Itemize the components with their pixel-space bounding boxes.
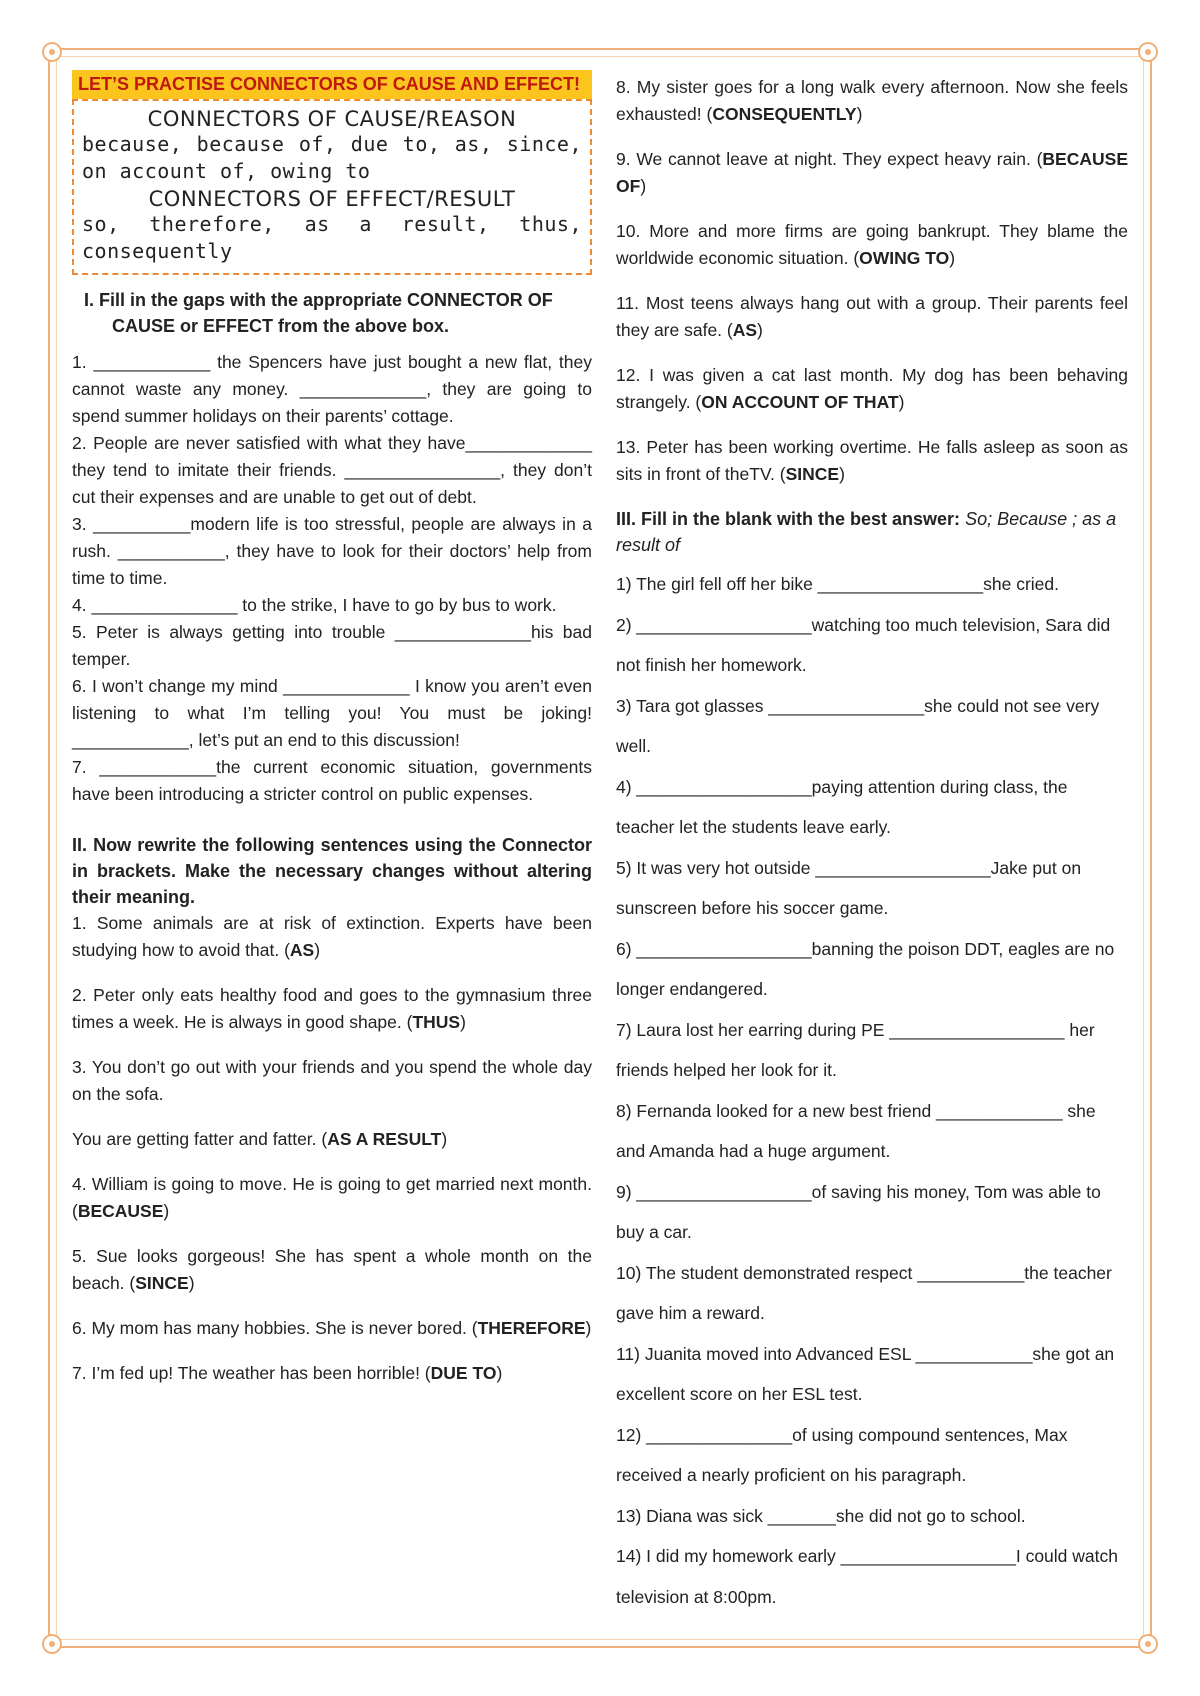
blank-item: 12) _______________of using compound sentences, Max received a nearly proficient on his paragraph.: [616, 1424, 1068, 1485]
rewrite-item: You are getting fatter and fatter. (AS A RESULT): [72, 1129, 448, 1149]
rewrite-item: 3. You don’t go out with your friends and you spend the whole day on the sofa.: [72, 1057, 592, 1104]
effect-heading: CONNECTORS OF EFFECT/RESULT: [148, 187, 516, 211]
rewrite-item: 10. More and more firms are going bankrupt. They blame the worldwide economic situation. (OWING TO): [616, 221, 1128, 268]
effect-list: so, therefore, as a result, thus, consequently: [82, 212, 582, 263]
right-column: [616, 70, 1128, 1617]
blank-item: 13) Diana was sick _______she did not go to school.: [616, 1505, 1026, 1526]
corner-ornament-icon: [1138, 42, 1158, 62]
section-1-items: [72, 349, 592, 808]
exercise-item: 7. ____________the current economic situation, governments have been introducing a stricter control on public expenses.: [72, 757, 592, 804]
exercise-item: 5. Peter is always getting into trouble ______________his bad temper.: [72, 622, 592, 669]
exercise-item: 1. ____________ the Spencers have just bought a new flat, they cannot waste any money. _____________, they are going to spend summer holidays on their parents’ cottage.: [72, 352, 592, 426]
blank-item: 2) __________________watching too much television, Sara did not finish her homework.: [616, 614, 1111, 675]
blank-item: 10) The student demonstrated respect ___________the teacher gave him a reward.: [616, 1262, 1112, 1323]
blank-item: 7) Laura lost her earring during PE __________________ her friends helped her look for it.: [616, 1019, 1095, 1080]
corner-ornament-icon: [42, 1634, 62, 1654]
rewrite-item: 12. I was given a cat last month. My dog has been behaving strangely. (ON ACCOUNT OF THAT): [616, 365, 1128, 412]
blank-item: 6) __________________banning the poison DDT, eagles are no longer endangered.: [616, 938, 1115, 999]
section-2-items-left: [72, 910, 592, 1387]
section-3-options: So; Because ; as a result of: [616, 509, 1117, 555]
section-3-items: [616, 564, 1128, 1617]
rewrite-item: 5. Sue looks gorgeous! She has spent a whole month on the beach. (SINCE): [72, 1246, 592, 1293]
corner-ornament-icon: [42, 42, 62, 62]
left-column: [72, 70, 592, 1387]
section-2-items-right: [616, 74, 1128, 488]
connectors-box: [72, 99, 592, 275]
rewrite-item: 9. We cannot leave at night. They expect heavy rain. (BECAUSE OF): [616, 149, 1128, 196]
rewrite-item: 6. My mom has many hobbies. She is never bored. (THEREFORE): [72, 1318, 592, 1338]
cause-heading: CONNECTORS OF CAUSE/REASON: [147, 107, 517, 131]
blank-item: 11) Juanita moved into Advanced ESL ____________she got an excellent score on her ESL test.: [616, 1343, 1115, 1404]
blank-item: 8) Fernanda looked for a new best friend _____________ she and Amanda had a huge argument.: [616, 1100, 1096, 1161]
exercise-item: 6. I won’t change my mind _____________ I know you aren’t even listening to what I’m telling you! You must be joking! ____________, let’s put an end to this discussion!: [72, 676, 592, 750]
exercise-item: 4. _______________ to the strike, I have to go by bus to work.: [72, 595, 557, 615]
worksheet-title: LET’S PRACTISE CONNECTORS OF CAUSE AND EFFECT!: [72, 70, 592, 99]
rewrite-item: 2. Peter only eats healthy food and goes to the gymnasium three times a week. He is always in good shape. (THUS): [72, 985, 592, 1032]
rewrite-item: 4. William is going to move. He is going to get married next month. (BECAUSE): [72, 1174, 592, 1221]
section-1-heading: I. Fill in the gaps with the appropriate CONNECTOR OF CAUSE or EFFECT from the above box.: [84, 290, 553, 336]
rewrite-item: 8. My sister goes for a long walk every afternoon. Now she feels exhausted! (CONSEQUENTLY): [616, 77, 1128, 124]
corner-ornament-icon: [1138, 1634, 1158, 1654]
section-2-heading: II. Now rewrite the following sentences using the Connector in brackets. Make the necessary changes without altering their meaning.: [72, 835, 592, 907]
blank-item: 5) It was very hot outside __________________Jake put on sunscreen before his soccer game.: [616, 857, 1082, 918]
blank-item: 1) The girl fell off her bike _________________she cried.: [616, 574, 1060, 594]
blank-item: 14) I did my homework early __________________I could watch television at 8:00pm.: [616, 1546, 1118, 1607]
section-3-heading: III. Fill in the blank with the best answer: So; Because ; as a result of: [616, 509, 1117, 555]
exercise-item: 3. __________modern life is too stressful, people are always in a rush. ___________, they have to look for their doctors’ help from time to time.: [72, 514, 592, 588]
rewrite-item: 11. Most teens always hang out with a group. Their parents feel they are safe. (AS): [616, 293, 1128, 340]
blank-item: 4) __________________paying attention during class, the teacher let the students leave early.: [616, 776, 1068, 837]
blank-item: 3) Tara got glasses ________________she could not see very well.: [616, 695, 1100, 756]
rewrite-item: 7. I’m fed up! The weather has been horrible! (DUE TO): [72, 1363, 503, 1383]
cause-list: because, because of, due to, as, since, on account of, owing to: [82, 132, 582, 183]
blank-item: 9) __________________of saving his money, Tom was able to buy a car.: [616, 1181, 1101, 1242]
rewrite-item: 13. Peter has been working overtime. He falls asleep as soon as sits in front of theTV. (SINCE): [616, 437, 1128, 484]
rewrite-item: 1. Some animals are at risk of extinction. Experts have been studying how to avoid that. (AS): [72, 913, 592, 960]
exercise-item: 2. People are never satisfied with what they have_____________ they tend to imitate their friends. ________________, they don’t cut their expenses and are unable to get out of debt.: [72, 433, 592, 507]
